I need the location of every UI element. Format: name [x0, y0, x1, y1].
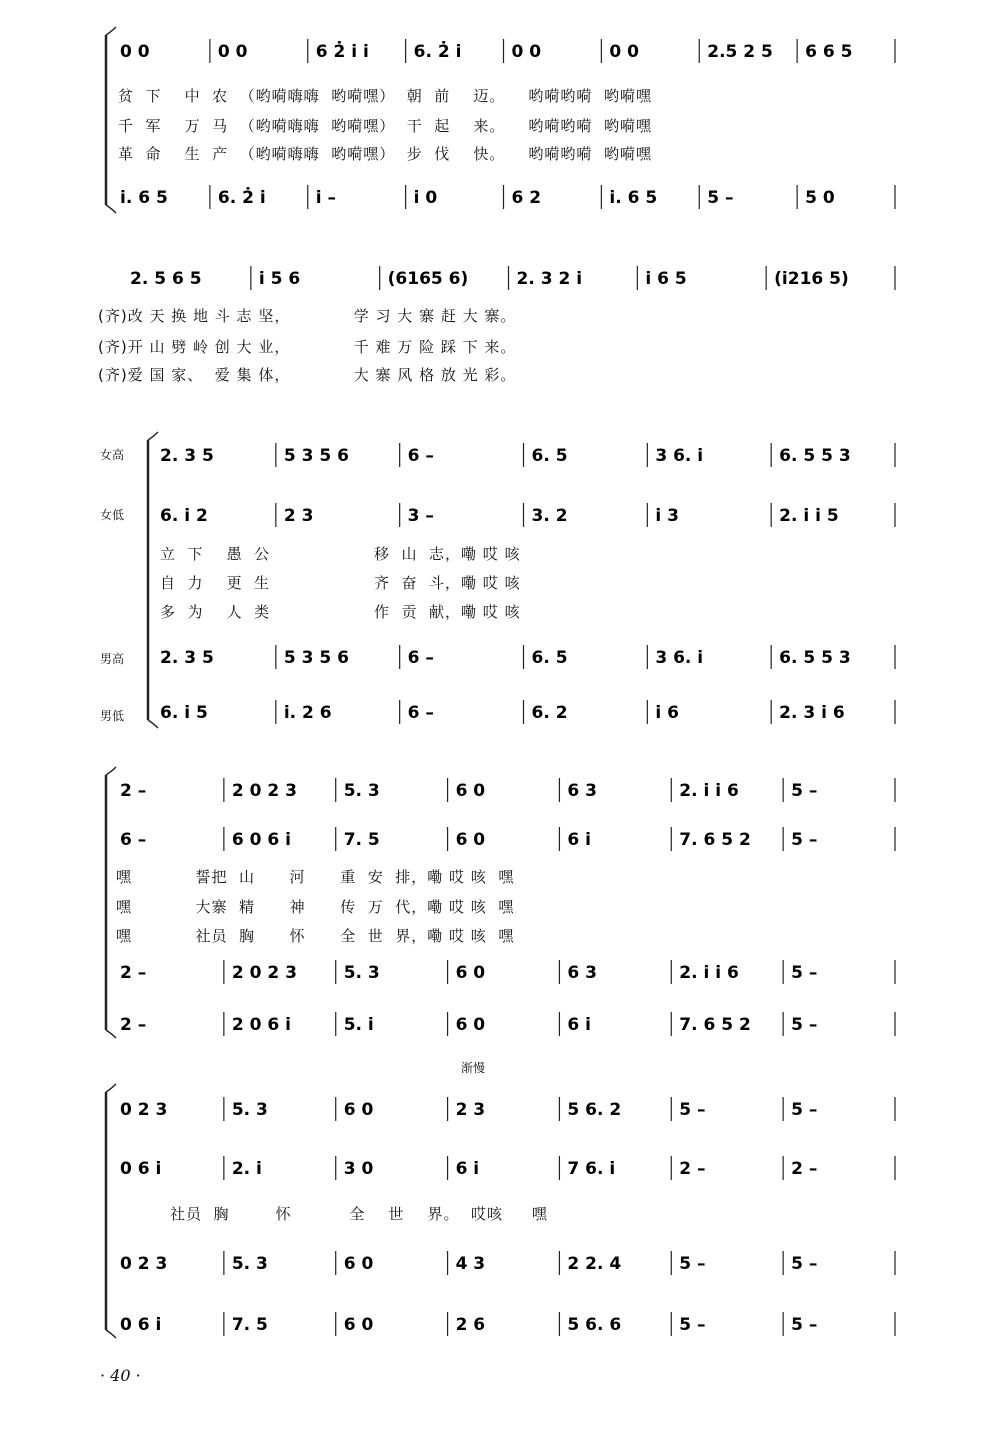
note-group: 2. 5 6 5	[130, 269, 202, 289]
note-group: 6 0	[343, 1254, 374, 1274]
note-group: 5 –	[791, 1315, 818, 1335]
lyric-line: (齐)改 天 换 地 斗 志 坚， 学 习 大 寨 赶 大 寨。	[98, 307, 517, 325]
lyric-line: 嘿 誓把 山 河 重 安 排，嘞 哎 咳 嘿	[116, 868, 515, 886]
note-group: 5 –	[791, 781, 818, 801]
note-group: 0 0	[511, 42, 542, 62]
note-group: 5 –	[791, 1015, 818, 1035]
note-group: i. 6 5	[609, 188, 658, 208]
note-group: 6 2	[511, 188, 542, 208]
note-group: 6. 2̇ i	[217, 188, 266, 208]
note-group: 2 0 6 i	[231, 1015, 291, 1035]
note-group: 3 –	[407, 506, 434, 526]
note-group: 4 3	[455, 1254, 486, 1274]
note-group: 6 –	[120, 830, 147, 850]
note-group: 5 –	[791, 830, 818, 850]
note-group: 5 –	[791, 1254, 818, 1274]
system-brace	[106, 27, 116, 213]
note-group: 6. 2̇ i	[413, 42, 462, 62]
note-group: 6 i	[567, 1015, 592, 1035]
note-group: 5 –	[791, 963, 818, 983]
page-number: · 40 ·	[100, 1366, 141, 1385]
note-group: 6. 5 5 3	[779, 648, 851, 668]
note-group: 6. 5	[531, 648, 568, 668]
note-group: i 6 5	[645, 269, 687, 289]
note-group: 5 –	[707, 188, 734, 208]
note-group: 2. i	[231, 1159, 262, 1179]
note-group: i –	[315, 188, 336, 208]
note-group: 6 0	[455, 781, 486, 801]
lyric-line: 嘿 大寨 精 神 传 万 代，嘞 哎 咳 嘿	[116, 898, 515, 916]
voice-label-female-low: 女低	[100, 508, 125, 522]
note-group: 2 –	[791, 1159, 818, 1179]
lyric-line: 嘿 社员 胸 怀 全 世 界，嘞 哎 咳 嘿	[116, 927, 515, 945]
note-group: (i216 5)	[774, 269, 849, 289]
note-group: 6 0	[455, 1015, 486, 1035]
note-group: 0 0	[120, 42, 150, 62]
note-group: 2 –	[120, 963, 147, 983]
system-brace	[106, 1084, 116, 1338]
note-group: 5 –	[679, 1254, 706, 1274]
lyric-line: 社员 胸 怀 全 世 界。 哎咳 嘿	[170, 1205, 548, 1223]
note-group: 7. 6 5 2	[679, 830, 751, 850]
lyric-line: 多 为 人 类 作 贡 献，嘞 哎 咳	[160, 603, 521, 621]
note-group: 5 –	[791, 1100, 818, 1120]
note-group: 2 0 2 3	[231, 963, 297, 983]
note-group: 6. i 5	[160, 703, 208, 723]
note-group: 6 –	[407, 703, 434, 723]
note-group: (6165 6)	[387, 269, 469, 289]
note-group: 5. 3	[231, 1254, 268, 1274]
note-group: 5. i	[343, 1015, 374, 1035]
note-group: 5 6. 2	[567, 1100, 622, 1120]
note-group: i 3	[655, 506, 679, 526]
note-group: 6 3	[567, 781, 598, 801]
note-group: 5 3 5 6	[283, 446, 349, 466]
note-group: 7. 6 5 2	[679, 1015, 751, 1035]
lyric-line: 立 下 愚 公 移 山 志，嘞 哎 咳	[160, 545, 521, 563]
note-group: 2 0 2 3	[231, 781, 297, 801]
lyric-line: 革 命 生 产 （哟嗬嗨嗨 哟嗬嘿） 步 伐 快。 哟嗬哟嗬 哟嗬嘿	[118, 145, 652, 163]
note-group: 2. 3 5	[160, 446, 214, 466]
note-group: 2 6	[455, 1315, 486, 1335]
note-group: 2. 3 5	[160, 648, 214, 668]
voice-label-female-high: 女高	[100, 448, 125, 462]
note-group: 2. 3 i 6	[779, 703, 845, 723]
lyric-line: (齐)爱 国 家、 爱 集 体， 大 寨 风 格 放 光 彩。	[98, 366, 517, 384]
note-group: 2 3	[455, 1100, 486, 1120]
note-group: 6 0	[455, 830, 486, 850]
voice-label-male-high: 男高	[100, 652, 125, 666]
note-group: 5 0	[805, 188, 835, 208]
tempo-marking: 渐慢	[461, 1061, 486, 1075]
note-group: 2 –	[120, 1015, 147, 1035]
note-group: 6 6 5	[805, 42, 853, 62]
note-group: 6 2̇ i i	[315, 42, 369, 62]
note-group: 6 0 6 i	[231, 830, 291, 850]
note-group: i 0	[413, 188, 438, 208]
note-group: 0 2 3	[120, 1100, 168, 1120]
lyric-line: 千 军 万 马 （哟嗬嗨嗨 哟嗬嘿） 干 起 来。 哟嗬哟嗬 哟嗬嘿	[118, 117, 652, 135]
lyric-line: 自 力 更 生 齐 奋 斗，嘞 哎 咳	[160, 574, 521, 592]
note-group: 5 –	[679, 1100, 706, 1120]
note-group: 5. 3	[343, 963, 380, 983]
note-group: 0 6 i	[120, 1315, 162, 1335]
note-group: 6 –	[407, 648, 434, 668]
note-group: 6. 5 5 3	[779, 446, 851, 466]
note-group: i. 6 5	[120, 188, 168, 208]
note-group: 2.5 2 5	[707, 42, 773, 62]
note-group: 2. i i 6	[679, 963, 739, 983]
note-group: 2. i i 6	[679, 781, 739, 801]
note-group: 7 6. i	[567, 1159, 616, 1179]
note-group: i 6	[655, 703, 679, 723]
note-group: 6 –	[407, 446, 434, 466]
note-group: 3. 2	[531, 506, 568, 526]
note-group: 7. 5	[343, 830, 380, 850]
note-group: 0 0	[609, 42, 639, 62]
note-group: 6. 5	[531, 446, 568, 466]
note-group: i 5 6	[258, 269, 301, 289]
note-group: 0 0	[217, 42, 248, 62]
note-group: 5 –	[679, 1315, 706, 1335]
note-group: 5. 3	[231, 1100, 268, 1120]
note-group: 7. 5	[231, 1315, 268, 1335]
note-group: 3 6. i	[655, 648, 704, 668]
lyric-line: 贫 下 中 农 （哟嗬嗨嗨 哟嗬嘿） 朝 前 迈。 哟嗬哟嗬 哟嗬嘿	[118, 87, 652, 105]
lyric-line: (齐)开 山 劈 岭 创 大 业， 千 难 万 险 踩 下 来。	[98, 338, 517, 356]
note-group: i. 2 6	[283, 703, 332, 723]
note-group: 2 3	[283, 506, 314, 526]
note-group: 6 0	[343, 1315, 374, 1335]
note-group: 5 6. 6	[567, 1315, 622, 1335]
note-group: 6 0	[343, 1100, 374, 1120]
note-group: 2 –	[679, 1159, 706, 1179]
note-group: 6 i	[567, 830, 592, 850]
note-group: 2. 3 2 i	[516, 269, 583, 289]
note-group: 6 3	[567, 963, 598, 983]
note-group: 5. 3	[343, 781, 380, 801]
note-group: 6 0	[455, 963, 486, 983]
note-group: 2 2. 4	[567, 1254, 622, 1274]
note-group: 3 6. i	[655, 446, 704, 466]
note-group: 6. 2	[531, 703, 568, 723]
voice-label-male-low: 男低	[100, 709, 125, 723]
note-group: 2 –	[120, 781, 147, 801]
system-brace	[148, 432, 158, 728]
note-group: 5 3 5 6	[283, 648, 349, 668]
note-group: 2. i i 5	[779, 506, 839, 526]
note-group: 0 6 i	[120, 1159, 162, 1179]
note-group: 0 2 3	[120, 1254, 168, 1274]
note-group: 6 i	[455, 1159, 480, 1179]
note-group: 3 0	[343, 1159, 374, 1179]
system-brace	[106, 767, 116, 1038]
note-group: 6. i 2	[160, 506, 208, 526]
